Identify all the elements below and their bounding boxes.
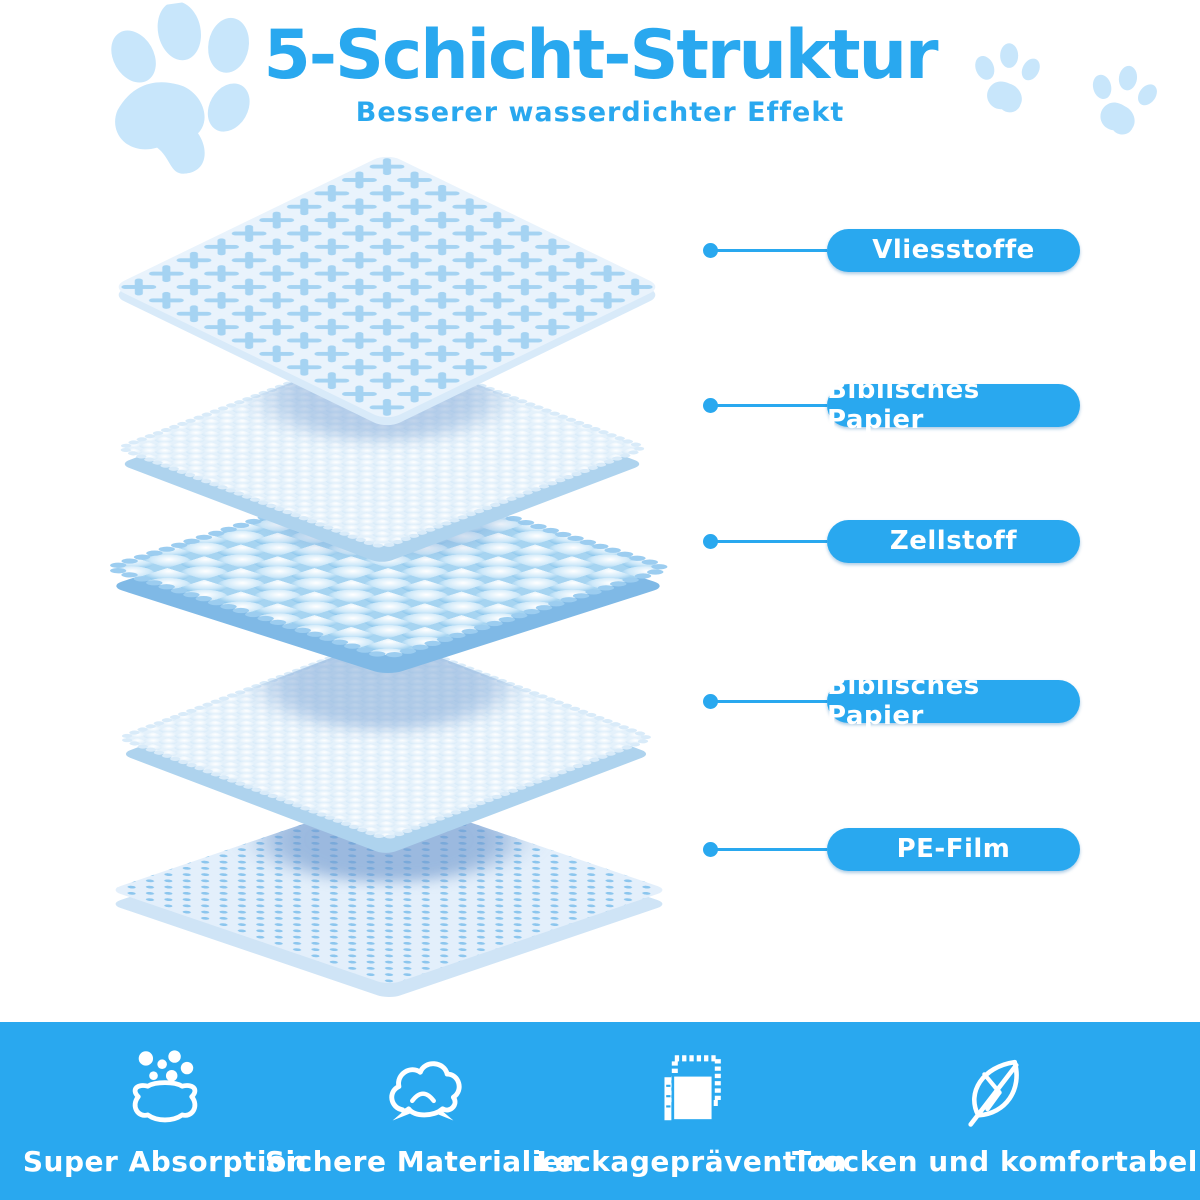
feature-label: Sichere Materialien [264,1144,582,1178]
page-title: 5-Schicht-Struktur [263,16,937,95]
callout-line [716,540,827,543]
callout-biblisches-papier-2 [703,671,1080,731]
layer-stack-illustration [50,130,730,1010]
feature-sichere-materialien [264,1045,582,1178]
callout-biblisches-papier-1 [703,375,1080,435]
callout-label: Biblisches Papier [827,375,980,435]
feature-label: Super Absorption [22,1144,308,1178]
callout-label: Biblisches Papier [827,671,980,731]
fabric-swatch-icon [649,1045,735,1137]
feature-trocken-komfortabel [792,1045,1198,1178]
callout-pill [827,828,1080,871]
callout-pe-film [703,827,1080,871]
callout-line [716,848,827,851]
callout-pill [827,229,1080,272]
callout-pill [827,671,1080,731]
callout-line [716,700,827,703]
feature-bar [0,1022,1200,1200]
callout-label: PE-Film [896,834,1011,864]
callout-label: Vliesstoffe [872,235,1035,265]
feature-label: Trocken und komfortabel [792,1144,1198,1178]
callout-line [716,404,827,407]
callout-vliesstoffe [703,228,1080,272]
callout-pill [827,375,1080,435]
callout-label: Zellstoff [889,526,1018,556]
leaf-icon [957,1045,1033,1137]
feature-label: Leckageprävention [536,1144,847,1178]
feature-super-absorption [22,1045,308,1178]
sponge-drops-icon [117,1045,213,1137]
callout-pill [827,520,1080,563]
callout-zellstoff [703,519,1080,563]
page-subtitle: Besserer wasserdichter Effekt [355,97,845,128]
callout-line [716,249,827,252]
cotton-icon [378,1045,468,1137]
feature-leckagepraevention [536,1045,847,1178]
layer-topsheet [83,140,691,435]
